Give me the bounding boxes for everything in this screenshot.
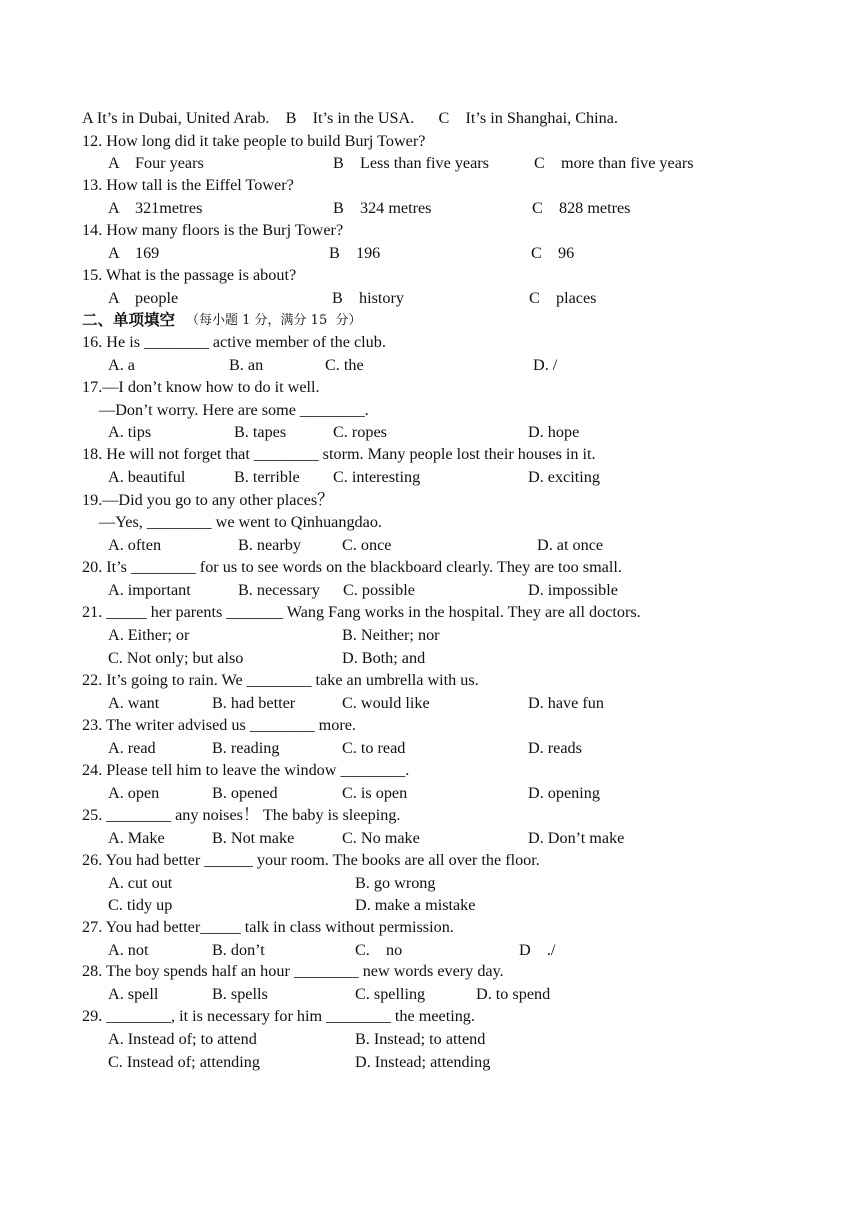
question-19: 19.—Did you go to any other places？: [82, 491, 334, 509]
option-c: C more than five years: [534, 154, 694, 172]
option-b: B. reading: [212, 739, 280, 757]
option-a: A. important: [108, 581, 191, 599]
option-d: D. Don’t make: [528, 829, 625, 847]
question-27: 27. You had better_____ talk in class without permission.: [82, 918, 454, 936]
option-d: D. impossible: [528, 581, 618, 599]
text-line: —Don’t worry. Here are some ________.: [99, 401, 369, 419]
option-c: C. once: [342, 536, 392, 554]
option-a: A. Instead of; to attend: [108, 1030, 257, 1048]
question-20: 20. It’s ________ for us to see words on the blackboard clearly. They are too small.: [82, 558, 622, 576]
question-21: 21. _____ her parents _______ Wang Fang works in the hospital. They are all doctors.: [82, 603, 641, 621]
option-a: A. cut out: [108, 874, 173, 892]
option-d: D. hope: [528, 423, 580, 441]
option-d: D. Both; and: [342, 649, 426, 667]
option-b: B 196: [329, 244, 381, 262]
option-a: A. tips: [108, 423, 152, 441]
option-d: D ./: [519, 941, 556, 959]
option-c: C. to read: [342, 739, 406, 757]
question-24: 24. Please tell him to leave the window ________.: [82, 761, 410, 779]
option-c: C 96: [531, 244, 575, 262]
option-d: D. to spend: [476, 985, 551, 1003]
question-25: 25. ________ any noises！ The baby is sleeping.: [82, 806, 401, 824]
question-22: 22. It’s going to rain. We ________ take an umbrella with us.: [82, 671, 479, 689]
question-13: 13. How tall is the Eiffel Tower?: [82, 176, 294, 194]
question-11-options: A It’s in Dubai, United Arab. B It’s in the USA. C It’s in Shanghai, China.: [82, 109, 618, 127]
option-b: B Less than five years: [333, 154, 489, 172]
question-26: 26. You had better ______ your room. The books are all over the floor.: [82, 851, 540, 869]
question-16: 16. He is ________ active member of the club.: [82, 333, 386, 351]
option-b: B history: [332, 289, 404, 307]
option-d: D. Instead; attending: [355, 1053, 491, 1071]
option-c: C. Instead of; attending: [108, 1053, 260, 1071]
option-c: C. possible: [343, 581, 415, 599]
option-c: C. the: [325, 356, 364, 374]
option-d: D. exciting: [528, 468, 600, 486]
option-a: A. not: [108, 941, 149, 959]
option-a: A 169: [108, 244, 160, 262]
option-c: C. interesting: [333, 468, 421, 486]
option-a: A. Either; or: [108, 626, 190, 644]
question-29: 29. ________, it is necessary for him ________ the meeting.: [82, 1007, 475, 1025]
option-b: B. Neither; nor: [342, 626, 440, 644]
option-a: A. open: [108, 784, 160, 802]
option-a: A. read: [108, 739, 156, 757]
option-a: A. want: [108, 694, 160, 712]
question-14: 14. How many floors is the Burj Tower?: [82, 221, 344, 239]
question-12: 12. How long did it take people to build Burj Tower?: [82, 132, 426, 150]
option-b: B. don’t: [212, 941, 265, 959]
option-c: C. Not only; but also: [108, 649, 244, 667]
option-c: C. no: [355, 941, 403, 959]
question-23: 23. The writer advised us ________ more.: [82, 716, 356, 734]
option-c: C 828 metres: [532, 199, 631, 217]
option-b: B. opened: [212, 784, 278, 802]
section-heading: 二、单项填空: [82, 311, 176, 329]
option-b: B. tapes: [234, 423, 287, 441]
option-a: A. often: [108, 536, 162, 554]
option-a: A. a: [108, 356, 135, 374]
question-18: 18. He will not forget that ________ storm. Many people lost their houses in it.: [82, 445, 596, 463]
option-c: C. No make: [342, 829, 420, 847]
question-28: 28. The boy spends half an hour ________ new words every day.: [82, 962, 504, 980]
text-line: —Yes, ________ we went to Qinhuangdao.: [99, 513, 382, 531]
option-d: D. opening: [528, 784, 600, 802]
option-b: B. go wrong: [355, 874, 436, 892]
option-d: D. have fun: [528, 694, 604, 712]
option-d: D. make a mistake: [355, 896, 476, 914]
option-d: D. at once: [537, 536, 604, 554]
section-scoring-note: （每小题 1 分，满分 15 分）: [186, 313, 362, 328]
option-a: A 321metres: [108, 199, 203, 217]
option-b: B. Instead; to attend: [355, 1030, 486, 1048]
option-c: C. would like: [342, 694, 430, 712]
option-c: C. is open: [342, 784, 408, 802]
option-c: C. tidy up: [108, 896, 173, 914]
option-c: C. spelling: [355, 985, 426, 1003]
option-b: B. an: [229, 356, 264, 374]
option-b: B. terrible: [234, 468, 300, 486]
question-17: 17.—I don’t know how to do it well.: [82, 378, 320, 396]
option-b: B. necessary: [238, 581, 320, 599]
option-d: D. /: [533, 356, 558, 374]
option-b: B. Not make: [212, 829, 295, 847]
option-a: A Four years: [108, 154, 204, 172]
option-a: A. beautiful: [108, 468, 186, 486]
option-a: A. Make: [108, 829, 165, 847]
option-b: B. had better: [212, 694, 296, 712]
option-b: B. spells: [212, 985, 268, 1003]
option-b: B 324 metres: [333, 199, 432, 217]
option-c: C places: [529, 289, 597, 307]
option-b: B. nearby: [238, 536, 301, 554]
option-c: C. ropes: [333, 423, 387, 441]
question-15: 15. What is the passage is about?: [82, 266, 297, 284]
option-a: A people: [108, 289, 179, 307]
option-a: A. spell: [108, 985, 159, 1003]
option-d: D. reads: [528, 739, 582, 757]
